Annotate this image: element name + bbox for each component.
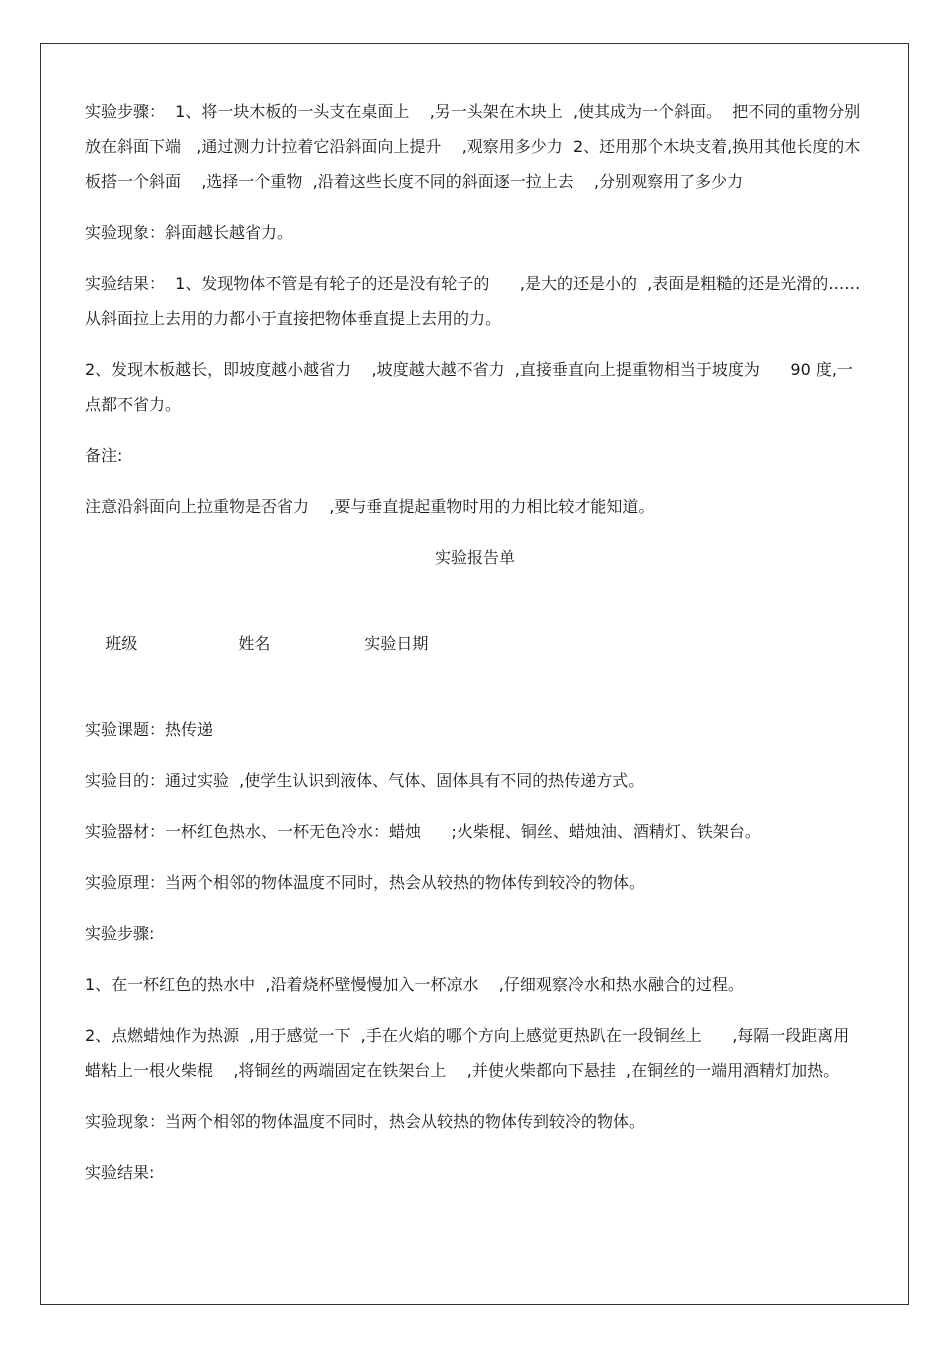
report-steps-label: 实验步骤: xyxy=(85,924,155,943)
name-label: 姓名 xyxy=(238,634,271,653)
report-purpose: 实验目的：通过实验 ,使学生认识到液体、气体、固体具有不同的热传递方式。 xyxy=(85,771,645,790)
report-phenomenon: 实验现象：当两个相邻的物体温度不同时，热会从较热的物体传到较冷的物体。 xyxy=(85,1112,646,1131)
remark-label: 备注: xyxy=(85,446,123,465)
report-step-2: 2、点燃蜡烛作为热源 ,用于感觉一下 ,手在火焰的哪个方向上感觉更热趴在一段铜丝上 ,每隔一段距离用蜡粘上一根火柴棍 ,将铜丝的两端固定在铁架台上 ,并使火柴都向下悬挂 ,在铜丝的一端用酒精灯加热。 xyxy=(85,1026,850,1080)
report-title: 实验报告单 xyxy=(434,548,515,567)
report-info-row xyxy=(85,591,865,696)
section1-result-1: 实验结果： 1、发现物体不管是有轮子的还是没有轮子的 ,是大的还是小的 ,表面是粗糙的还是光滑的……从斜面拉上去用的力都小于直接把物体垂直提上去用的力。 xyxy=(85,274,861,328)
section1-result-2: 2、发现木板越长，即坡度越小越省力 ,坡度越大越不省力 ,直接垂直向上提重物相当于坡度为 90 度,一点都不省力。 xyxy=(85,360,853,414)
remark-text: 注意沿斜面向上拉重物是否省力 ,要与垂直提起重物时用的力相比较才能知道。 xyxy=(85,497,655,516)
report-topic: 实验课题：热传递 xyxy=(85,720,214,739)
report-materials: 实验器材：一杯红色热水、一杯无色冷水：蜡烛 ;火柴棍、铜丝、蜡烛油、酒精灯、铁架台。 xyxy=(85,822,761,841)
report-step-1: 1、在一杯红色的热水中 ,沿着烧杯壁慢慢加入一杯凉水 ,仔细观察冷水和热水融合的过程。 xyxy=(85,975,744,994)
report-result-label: 实验结果: xyxy=(85,1163,155,1182)
date-label: 实验日期 xyxy=(364,634,429,653)
report-principle: 实验原理：当两个相邻的物体温度不同时，热会从较热的物体传到较冷的物体。 xyxy=(85,873,646,892)
section1-steps: 实验步骤： 1、将一块木板的一头支在桌面上 ,另一头架在木块上 ,使其成为一个斜面。 把不同的重物分别放在斜面下端 ,通过测力计拉着它沿斜面向上提升 ,观察用多少力 2、还用那个木块支着,换用其他长度的木板搭一个斜面 ,选择一个重物 ,沿着这些长度不同的斜面逐一拉上去 ,分别观察用了多少力 xyxy=(85,102,861,191)
document-content xyxy=(85,94,865,1206)
section1-phenomenon: 实验现象：斜面越长越省力。 xyxy=(85,223,294,242)
class-label: 班级 xyxy=(105,634,138,653)
